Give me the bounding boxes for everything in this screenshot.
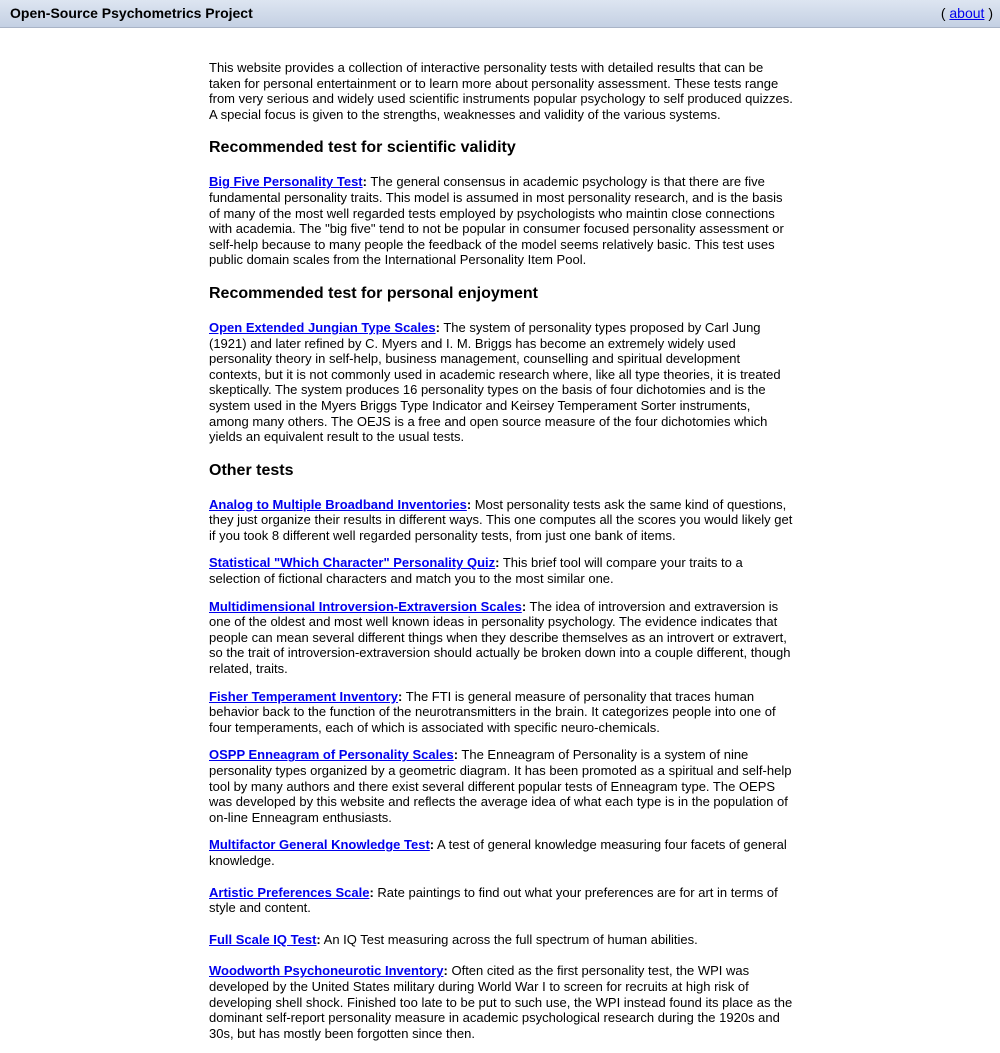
test-entry-enneagram <box>209 747 793 825</box>
top-bar <box>0 0 1000 28</box>
entry-colon: : <box>466 496 472 512</box>
entry-colon: : <box>435 319 440 335</box>
test-entry-which-character <box>209 555 793 586</box>
entry-colon: : <box>495 555 500 571</box>
entry-description: The idea of introversion and extraversion is one of the oldest and most well known ideas in personality psychology. The evidence indicates that people can mean several different things when they describe themselves as an introvert or extravert, so the trait of introversion-extraversion should actually be broken down into a couple different, though related, traits. <box>209 598 791 677</box>
entry-colon: : <box>369 884 374 900</box>
test-entry-introversion <box>209 599 793 677</box>
about-suffix: ) <box>984 5 993 21</box>
test-entry-artistic <box>209 885 793 916</box>
entry-colon: : <box>443 963 448 979</box>
woodworth-test-link[interactable]: Woodworth Psychoneurotic Inventory <box>209 963 444 979</box>
test-entry-analog <box>209 497 793 544</box>
introversion-test-link[interactable]: Multidimensional Introversion-Extraversion Scales <box>209 598 522 614</box>
entry-description: A test of general knowledge measuring four facets of general knowledge. <box>209 837 787 868</box>
entry-description: Often cited as the first personality test, the WPI was developed by the United States military during World War I to screen for recruits at high risk of developing shell shock. Finished too late to be put to such use, the WPI instead found its place as the dominant self-report personality measure in academic psychological research during the 1920s and 30s, but has mostly been forgotten since then. <box>209 963 793 1041</box>
about-prefix: ( <box>940 5 950 21</box>
iq-test-link[interactable]: Full Scale IQ Test <box>209 931 317 947</box>
big-five-test-link[interactable]: Big Five Personality Test <box>209 174 363 190</box>
entry-colon: : <box>316 931 321 947</box>
entry-description: Most personality tests ask the same kind of questions, they just organize their results in different ways. This one computes all the scores you would likely get if you took 8 different well regarded personality tests, from just one bank of items. <box>209 496 793 543</box>
knowledge-test-link[interactable]: Multifactor General Knowledge Test <box>209 837 430 853</box>
entry-description: The system of personality types proposed by Carl Jung (1921) and later refined by C. Myers and I. M. Briggs has become an extremely widely used personality theory in self-help, business management, counselling and spiritual development contexts, but it is not commonly used in academic research where, like all type theories, it is treated skeptically. The system produces 16 personality types on the basis of four dichotomies and is the system used in the Myers Briggs Type Indicator and Keirsey Temperament Sorter instruments, among many others. The OEJS is a free and open source measure of the four dichotomies which yields an equivalent result to the usual tests. <box>209 319 781 445</box>
enneagram-test-link[interactable]: OSPP Enneagram of Personality Scales <box>209 747 454 763</box>
entry-colon: : <box>398 688 403 704</box>
entry-colon: : <box>429 837 435 853</box>
jungian-test-link[interactable]: Open Extended Jungian Type Scales <box>209 319 436 335</box>
about-link[interactable]: about <box>949 5 985 21</box>
entry-colon: : <box>521 598 527 614</box>
entry-description: An IQ Test measuring across the full spectrum of human abilities. <box>320 931 698 947</box>
intro-paragraph: This website provides a collection of interactive personality tests with detailed results that can be taken for personal entertainment or to learn more about personality assessment. These tests range from very serious and widely used scientific instruments popular psychology to self produced quizzes. A special focus is given to the strengths, weaknesses and validity of the various systems. <box>209 60 793 122</box>
section-heading-scientific: Recommended test for scientific validity <box>209 139 516 157</box>
test-entry-jungian <box>209 320 793 445</box>
entry-description: The FTI is general measure of personality that traces human behavior back to the function of the neurotransmitters in the brain. It categorizes people into one of four temperaments, each of which is associated with specific neuro-chemicals. <box>209 688 776 735</box>
section-heading-enjoyment: Recommended test for personal enjoyment <box>209 284 538 302</box>
site-title: Open-Source Psychometrics Project <box>10 5 253 21</box>
main-content <box>209 60 793 1053</box>
entry-description: Rate paintings to find out what your preferences are for art in terms of style and content. <box>209 884 778 916</box>
entry-description: The general consensus in academic psychology is that there are five fundamental personality traits. This model is assumed in most personality research, and is the basis of many of the most well regarded tests employed by psychologists who maintin close connections with academia. The "big five" tend to not be popular in consumer focused personality assessment or self-help because to many people the feedback of the model seems relatively basic. This test uses public domain scales from the International Personality Item Pool. <box>209 174 784 268</box>
section-heading-other: Other tests <box>209 461 294 479</box>
analog-test-link[interactable]: Analog to Multiple Broadband Inventories <box>209 496 467 512</box>
test-entry-knowledge <box>209 837 793 868</box>
fisher-test-link[interactable]: Fisher Temperament Inventory <box>209 688 399 704</box>
entry-colon: : <box>362 174 367 190</box>
artistic-test-link[interactable]: Artistic Preferences Scale <box>209 884 370 900</box>
test-entry-fisher <box>209 689 793 736</box>
which-character-test-link[interactable]: Statistical "Which Character" Personality Quiz <box>209 555 496 571</box>
entry-description: The Enneagram of Personality is a system of nine personality types organized by a geometric diagram. It has been promoted as a spiritual and self-help tool by many authors and there exist several different popular tests of Enneagram type. The OEPS was developed by this website and reflects the average idea of what each type is in the population of on-line Enneagram enthusiasts. <box>209 747 792 825</box>
about-wrap <box>941 5 993 21</box>
test-entry-big-five <box>209 174 793 268</box>
entry-description: This brief tool will compare your traits to a selection of fictional characters and match you to the most similar one. <box>209 555 743 587</box>
test-entry-iq <box>209 932 793 948</box>
entry-colon: : <box>453 747 459 763</box>
test-entry-woodworth <box>209 963 793 1041</box>
